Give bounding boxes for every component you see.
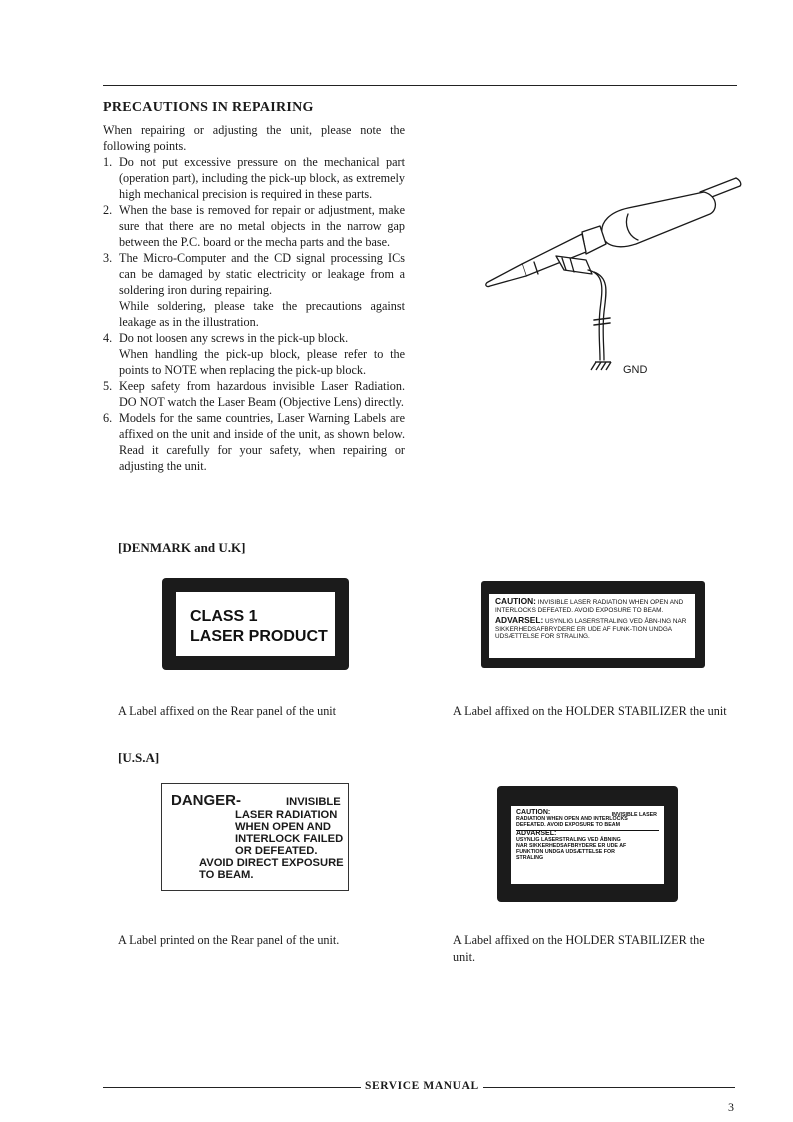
precaution-extra-text: When handling the pick-up block, please refer to the points to NOTE when replacing the pick-up block. bbox=[119, 347, 405, 377]
advarsel2-line-1: USYNLIG LASERSTRALING VED ÅBNING bbox=[516, 836, 621, 843]
danger-line-3: INTERLOCK FAILED bbox=[235, 833, 344, 845]
advarsel-block bbox=[495, 617, 689, 641]
precaution-number: 1. bbox=[103, 155, 113, 169]
precaution-text: Do not loosen any screws in the pick-up block. bbox=[119, 331, 349, 345]
footer-rule-left bbox=[103, 1087, 361, 1088]
danger-label bbox=[161, 783, 349, 891]
precaution-extra-text: While soldering, please take the precautions against leakage as in the illustration. bbox=[119, 299, 405, 329]
class1-line2: LASER PRODUCT bbox=[190, 628, 328, 645]
precaution-text: When the base is removed for repair or adjustment, make sure that there are no metal objects in the narrow gap between the P.C. board or the mecha parts and the base. bbox=[119, 203, 405, 249]
advarsel-text: USYNLIG LASERSTRALING VED ÅBN-ING NAR SIKKERHEDSAFBRYDERE ER UDE AF FUNK-TION UNDGA UDSÆTTELSE FOR STRALING. bbox=[495, 618, 687, 641]
caption-rear-panel: A Label affixed on the Rear panel of the unit bbox=[118, 704, 337, 718]
caution-label-us bbox=[497, 786, 678, 902]
section-usa: [U.S.A] bbox=[118, 750, 160, 765]
caution2-line-2: DEFEATED. AVOID EXPOSURE TO BEAM bbox=[516, 822, 659, 830]
precaution-text: Do not put excessive pressure on the mechanical part (operation part), including the pick-up block, as extremely high mechanical precision is required in these parts. bbox=[119, 155, 405, 201]
precaution-item bbox=[103, 154, 405, 202]
caution2-line-1: RADIATION WHEN OPEN AND INTERLOCKS bbox=[516, 816, 628, 823]
precaution-text: The Micro-Computer and the CD signal processing ICs can be damaged by static electricity or leakage from a soldering iron during repairing. bbox=[119, 251, 405, 297]
footer-title: SERVICE MANUAL bbox=[365, 1080, 479, 1092]
gnd-label: GND bbox=[623, 364, 648, 376]
section-denmark-uk: [DENMARK and U.K] bbox=[118, 540, 246, 555]
iron-handle bbox=[602, 192, 716, 247]
soldering-illustration bbox=[478, 170, 743, 380]
caption-holder-stabilizer: A Label affixed on the HOLDER STABILIZER the unit bbox=[453, 704, 727, 718]
caution-label-eu bbox=[481, 581, 705, 668]
precaution-text: Models for the same countries, Laser Warning Labels are affixed on the unit and inside of the unit, as shown below. Read it carefully for your safety, when repairing or adjusting the unit. bbox=[119, 411, 405, 473]
danger-line-5: AVOID DIRECT EXPOSURE bbox=[199, 857, 344, 869]
footer-rule-right bbox=[483, 1087, 735, 1088]
iron-tip bbox=[486, 264, 526, 287]
danger-head: DANGER- bbox=[171, 792, 241, 809]
top-rule bbox=[103, 85, 737, 86]
advarsel2-head: ADVARSEL: bbox=[516, 829, 557, 837]
caution2-head-row bbox=[516, 810, 659, 816]
danger-head-right: INVISIBLE bbox=[286, 796, 341, 808]
precaution-item bbox=[103, 410, 405, 474]
caution-text: INVISIBLE LASER RADIATION WHEN OPEN AND INTERLOCKS DEFEATED. AVOID EXPOSURE TO BEAM. bbox=[495, 599, 684, 614]
precaution-item bbox=[103, 378, 405, 410]
precaution-number: 5. bbox=[103, 379, 113, 393]
precaution-number: 4. bbox=[103, 331, 113, 345]
ground-symbol bbox=[591, 362, 611, 370]
advarsel2-line-3: FUNKTION UNDGA UDSÆTTELSE FOR bbox=[516, 849, 615, 856]
caution2-head: CAUTION: bbox=[516, 809, 551, 816]
advarsel-head: ADVARSEL: bbox=[495, 615, 544, 626]
caption-holder-stabilizer-us: A Label affixed on the HOLDER STABILIZER the unit. bbox=[453, 933, 705, 964]
section-heading: PRECAUTIONS IN REPAIRING bbox=[103, 100, 314, 115]
precaution-number: 2. bbox=[103, 203, 113, 217]
precaution-text: Keep safety from hazardous invisible Laser Radiation. DO NOT watch the Laser Beam (Objective Lens) directly. bbox=[119, 379, 405, 409]
ground-wire bbox=[588, 270, 602, 360]
danger-line-2: WHEN OPEN AND bbox=[235, 821, 331, 833]
precaution-number: 3. bbox=[103, 251, 113, 265]
precaution-item bbox=[103, 202, 405, 250]
caution2-head-right: INVISIBLE LASER bbox=[611, 812, 657, 818]
precaution-item bbox=[103, 330, 405, 378]
page-number: 3 bbox=[728, 1100, 734, 1114]
caption-rear-panel-us: A Label printed on the Rear panel of the unit. bbox=[118, 933, 340, 947]
intro-paragraph: When repairing or adjusting the unit, please note the following points. bbox=[103, 123, 405, 153]
advarsel2-line-2: NAR SIKKERHEDSAFBRYDERE ER UDE AF bbox=[516, 843, 627, 850]
precaution-number: 6. bbox=[103, 411, 113, 425]
precaution-item bbox=[103, 250, 405, 330]
class1-line1: CLASS 1 bbox=[190, 608, 258, 625]
precautions-list bbox=[103, 154, 405, 474]
caution-block bbox=[495, 598, 689, 614]
danger-line-1: LASER RADIATION bbox=[235, 809, 338, 821]
danger-line-4: OR DEFEATED. bbox=[235, 845, 318, 857]
class1-laser-label bbox=[162, 578, 349, 670]
advarsel2-line-4: STRALING bbox=[516, 855, 544, 862]
danger-line-6: TO BEAM. bbox=[199, 869, 254, 881]
caution-head: CAUTION: bbox=[495, 596, 536, 606]
